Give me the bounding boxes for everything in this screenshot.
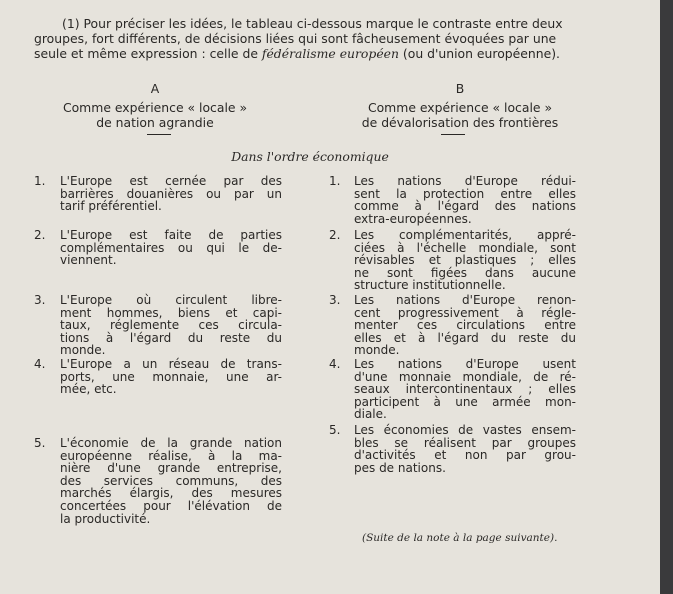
items_a-item-text	[60, 437, 282, 525]
intro-line: groupes, fort différents, de décisions liées qui sont fâcheusement évoquées par une	[34, 31, 557, 46]
text-line: barrières douanières ou par un	[60, 186, 282, 201]
text-line: monde.	[60, 343, 106, 358]
text-line: complémentaires ou qui le de-	[60, 240, 282, 255]
items_b-item-number: 3.	[329, 293, 341, 307]
text-line: nière d'une grande entreprise,	[60, 461, 282, 476]
text-line: Les nations d'Europe renon-	[354, 293, 576, 307]
text-line: diale.	[354, 407, 387, 422]
text-line: L'économie de la grande nation	[60, 436, 282, 450]
items_b-item-5	[329, 424, 576, 478]
text-line: concertées pour l'élévation de	[60, 498, 282, 513]
column-a-rule	[147, 134, 171, 135]
text-line: européenne réalise, à la ma-	[60, 448, 282, 463]
text-line: participent à une armée mon-	[354, 394, 576, 409]
column-a-heading	[40, 81, 270, 130]
items_b-item-text	[354, 294, 576, 357]
text-line: L'Europe est faite de parties	[60, 228, 282, 242]
items_a-item-number: 5.	[34, 436, 46, 450]
text-line: L'Europe où circulent libre-	[60, 293, 282, 307]
column-b-rule	[441, 134, 465, 135]
emphasis-federalisme: fédéralisme européen	[261, 46, 399, 61]
items_a-item-3	[34, 294, 282, 361]
text-line: la productivité.	[60, 511, 151, 526]
items_a-item-2	[34, 229, 282, 271]
text-line: structure institutionnelle.	[354, 278, 506, 293]
column-b-title: Comme expérience « locale »	[367, 100, 553, 115]
items_b-item-2	[329, 229, 576, 296]
text-line: viennent.	[60, 253, 117, 268]
column-a-title: Comme expérience « locale »	[62, 100, 248, 115]
intro-line: (1) Pour préciser les idées, le tableau ci-dessous marque le contraste entre deux	[62, 16, 563, 31]
items_b-item-4	[329, 358, 576, 425]
items_b-item-number: 5.	[329, 423, 341, 437]
text-line: d'une monnaie mondiale, de ré-	[354, 369, 576, 384]
items_b-item-text	[354, 424, 576, 474]
text-line: Les économies de vastes ensem-	[354, 423, 576, 437]
text-line: Les complémentarités, appré-	[354, 228, 576, 242]
text-line: extra-européennes.	[354, 211, 472, 226]
text-line: monde.	[354, 343, 400, 358]
text-line: pes de nations.	[354, 460, 446, 475]
page-edge	[660, 0, 673, 594]
text-line: L'Europe est cernée par des	[60, 174, 282, 188]
items_a-item-text	[60, 358, 282, 396]
items_a-item-text	[60, 229, 282, 267]
text-line: sent la protection entre elles	[354, 186, 576, 201]
items_b-item-text	[354, 229, 576, 292]
column-a-letter: A	[150, 81, 160, 96]
text-line: bles se réalisent par groupes	[354, 435, 576, 450]
items_a-item-1	[34, 175, 282, 217]
continuation-note: (Suite de la note à la page suivante).	[362, 532, 558, 544]
text-line: elles et à l'égard du reste du	[354, 330, 576, 345]
text-line: marchés élargis, des mesures	[60, 486, 282, 501]
items_a-item-number: 3.	[34, 293, 46, 307]
text-line: ports, une monnaie, une ar-	[60, 369, 282, 384]
items_b-item-number: 4.	[329, 357, 341, 371]
items_a-item-number: 1.	[34, 174, 46, 188]
text-line: L'Europe a un réseau de trans-	[60, 357, 282, 371]
text-line: cent progressivement à régle-	[354, 305, 576, 320]
items_a-item-4	[34, 358, 282, 400]
text-line: ciées à l'échelle mondiale, sont	[354, 240, 576, 255]
intro-line: seule et même expression : celle de fédéralisme européen (ou d'union européenne).	[34, 46, 560, 61]
items_b-item-3	[329, 294, 576, 361]
items_a-item-text	[60, 294, 282, 357]
text-line: tarif préférentiel.	[60, 199, 162, 214]
text-line: mée, etc.	[60, 382, 117, 397]
text-line: tions à l'égard du reste du	[60, 330, 282, 345]
text-line: d'activités et non par grou-	[354, 448, 576, 463]
items_b-item-text	[354, 358, 576, 421]
items_a-item-number: 2.	[34, 228, 46, 242]
text-line: taux, réglemente ces circula-	[60, 318, 282, 333]
text-line: Les nations d'Europe rédui-	[354, 174, 576, 188]
text-line: ment hommes, biens et capi-	[60, 305, 282, 320]
text-line: des services communs, des	[60, 473, 282, 488]
text-line: ne sont figées dans aucune	[354, 265, 576, 280]
text-line: menter ces circulations entre	[354, 318, 576, 333]
text-line: comme à l'égard des nations	[354, 199, 576, 214]
text-line: Les nations d'Europe usent	[354, 357, 576, 371]
intro-paragraph	[34, 16, 580, 61]
section-title: Dans l'ordre économique	[231, 149, 389, 164]
column-b-letter: B	[455, 81, 465, 96]
items_a-item-5	[34, 437, 282, 529]
text-line: révisables et plastiques ; elles	[354, 253, 576, 268]
items_b-item-1	[329, 175, 576, 229]
items_b-item-number: 2.	[329, 228, 341, 242]
items_b-item-number: 1.	[329, 174, 341, 188]
column-a-subtitle: de nation agrandie	[96, 115, 214, 130]
column-b-heading	[330, 81, 590, 130]
column-b-subtitle: de dévalorisation des frontières	[361, 115, 559, 130]
text-line: seaux intercontinentaux ; elles	[354, 382, 576, 397]
items_a-item-text	[60, 175, 282, 213]
items_b-item-text	[354, 175, 576, 225]
items_a-item-number: 4.	[34, 357, 46, 371]
